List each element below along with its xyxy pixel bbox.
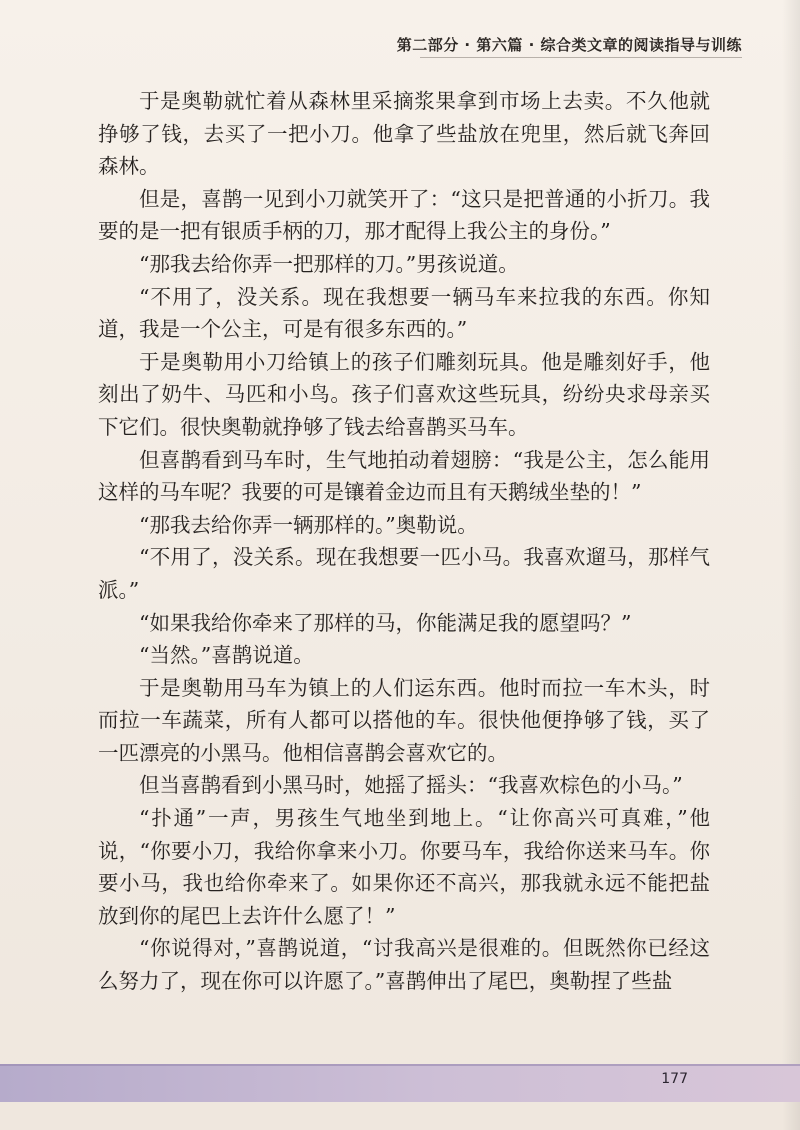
body-text — [98, 85, 710, 998]
paragraph: “不用了，没关系。现在我想要一辆马车来拉我的东西。你知道，我是一个公主，可是有很多东西的。” — [98, 284, 710, 342]
paragraph: “你说得对，”喜鹊说道，“讨我高兴是很难的。但既然你已经这么努力了，现在你可以许愿了。”喜鹊伸出了尾巴，奥勒捏了些盐 — [98, 936, 710, 994]
paragraph: “如果我给你牵来了那样的马，你能满足我的愿望吗？” — [139, 610, 632, 635]
paragraph: 于是奥勒用马车为镇上的人们运东西。他时而拉一车木头，时而拉一车蔬菜，所有人都可以搭他的车。很快他便挣够了钱，买了一匹漂亮的小黑马。他相信喜鹊会喜欢它的。 — [98, 675, 710, 765]
paragraph: 于是奥勒就忙着从森林里采摘浆果拿到市场上去卖。不久他就挣够了钱，去买了一把小刀。他拿了些盐放在兜里，然后就飞奔回森林。 — [98, 89, 710, 179]
header-rule — [420, 57, 742, 58]
page-number: 177 — [661, 1071, 688, 1087]
paragraph: “那我去给你弄一把那样的刀。”男孩说道。 — [139, 251, 519, 276]
paragraph: “那我去给你弄一辆那样的。”奥勒说。 — [139, 512, 478, 537]
paragraph: “当然。”喜鹊说道。 — [139, 643, 314, 668]
paragraph: “扑通”一声，男孩生气地坐到地上。“让你高兴可真难，”他说，“你要小刀，我给你拿来小刀。你要马车，我给你送来马车。你要小马，我也给你牵来了。如果你还不高兴，那我就永远不能把盐放到你的尾巴上去许什么愿了！” — [98, 806, 710, 928]
running-header: 第二部分 · 第六篇 · 综合类文章的阅读指导与训练 — [396, 36, 742, 54]
paragraph: “不用了，没关系。现在我想要一匹小马。我喜欢遛马，那样气派。” — [98, 545, 710, 602]
page-edge-shadow — [782, 0, 800, 1130]
paragraph: 但当喜鹊看到小黑马时，她摇了摇头：“我喜欢棕色的小马。” — [139, 773, 683, 798]
paragraph: 但是，喜鹊一见到小刀就笑开了：“这只是把普通的小折刀。我要的是一把有银质手柄的刀，那才配得上我公主的身份。” — [98, 186, 710, 244]
paragraph: 于是奥勒用小刀给镇上的孩子们雕刻玩具。他是雕刻好手，他刻出了奶牛、马匹和小鸟。孩子们喜欢这些玩具，纷纷央求母亲买下它们。很快奥勒就挣够了钱去给喜鹊买马车。 — [98, 349, 710, 439]
paragraph: 但喜鹊看到马车时，生气地拍动着翅膀：“我是公主，怎么能用这样的马车呢？我要的可是镶着金边而且有天鹅绒坐垫的！” — [98, 447, 710, 505]
